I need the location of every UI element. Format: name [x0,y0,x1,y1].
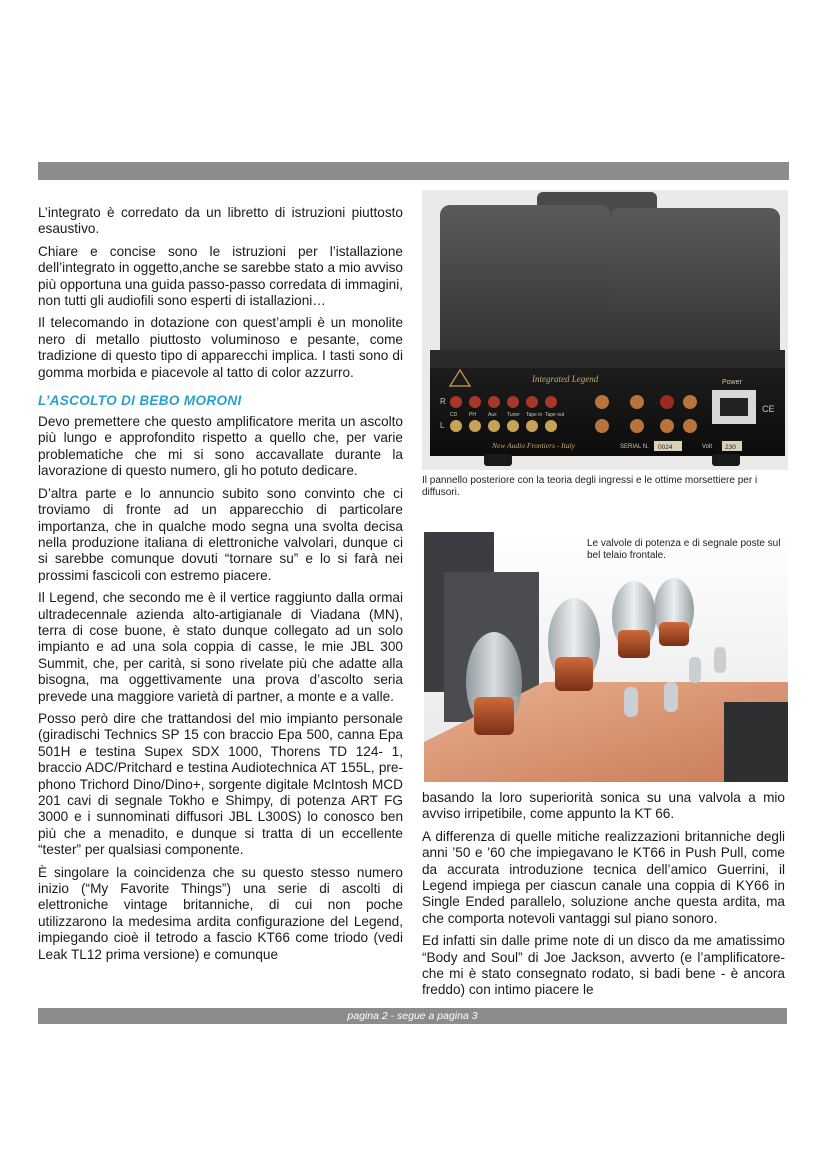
tubes-caption: Le valvole di potenza e di segnale poste sul bel telaio frontale. [587,538,781,561]
left-column [38,205,403,969]
svg-text:SERIAL N.: SERIAL N. [620,444,649,450]
top-header-bar [38,162,789,180]
section-heading: L’ASCOLTO DI BEBO MORONI [38,393,242,409]
power-label: Power [722,379,742,386]
paragraph: Chiare e concise sono le istruzioni per l’istallazione dell’integrato in oggetto,anche se sarebbe stato a mio avviso più opportuna una guida passo-passo corredata di immagini, non tutti gli audiofili sono esperti di istallazioni… [38,243,403,309]
rca-jack [450,396,462,408]
paragraph: D’altra parte e lo annuncio subito sono convinto che ci troviamo di fronte ad un apparecchio di particolare importanza, che in qualche modo segna una svolta decisa nella produzione italiana di elettroniche valvolari, dunque ci si sarebbe comunque dovuti “tornare su” e lo si farà nei prossimi fascicoli con estremo piacere. [38,485,403,583]
right-column [422,790,785,1005]
rca-jack [545,396,557,408]
rear-panel-caption: Il pannello posteriore con la teoria degli ingressi e le ottime morsettiere per i diffusori. [422,475,758,498]
rca-jack [526,420,538,432]
paragraph: Posso però dire che trattandosi del mio impianto personale (giradischi Technics SP 15 con braccio Epa 500, canna Epa 501H e testina Supex SDX 1000, Thorens TD 124- 1, braccio ADC/Pritchard e testina Audiotechnica AT 155L, pre-phono Trichord Dino/Dino+, sorgente digitale McIntosh MCD 201 cavi di segnale Tokho e Shimpy, di potenza ART FG 3000 e i sunnominati diffusori JBL L300S) lo conosco ben più che a menadito, e dunque si tratta di un eccellente “tester” per qualsiasi componente. [38,710,403,858]
input-label: Tuner [507,412,520,418]
paragraph: Ed infatti sin dalle prime note di un disco da me amatissimo “Body and Soul” di Joe Jackson, avverto (e l’amplificatore- che mi è stato consegnato rodato, si badi bene - è ancora freddo) con intimo piacere le [422,933,785,998]
input-label: Aux [488,412,497,418]
rca-jack [469,396,481,408]
ce-mark: CE [762,404,775,414]
rca-jack [507,420,519,432]
input-label: CD [450,412,458,418]
rear-panel-photo [422,190,788,470]
rca-jack [450,420,462,432]
paragraph: A differenza di quelle mitiche realizzazioni britanniche degli anni ’50 e ’60 che impiegavano le KT66 in Push Pull, come da accurata introduzione tecnica dell’amico Guerrini, il Legend impiega per ciascun canale una coppia di KY66 in Single Ended parallelo, soluzione anche questa ardita, ma che comporta notevoli vantaggi sul piano sonoro. [422,828,785,926]
footer-bar [38,1008,787,1024]
panel-brand-text: Integrated Legend [532,374,599,384]
tubes-photo [424,532,788,782]
rca-jack [545,420,557,432]
panel-maker-text: New Audio Frontiers - Italy [492,441,575,450]
paragraph: Devo premettere che questo amplificatore merita un ascolto più lungo e approfondito rispetto a quello che, per varie problematiche che mi si sono accavallate durante la lavorazione di questo numero, gli ho potuto dedicare. [38,414,403,479]
rca-jack [488,420,500,432]
page-indicator: pagina 2 - segue a pagina 3 [347,1010,478,1022]
svg-text:230: 230 [725,444,736,451]
rca-jack [488,396,500,408]
svg-text:0024: 0024 [658,444,673,451]
input-label: Tape out [545,412,565,418]
input-label: PH [469,412,476,418]
rca-jack [469,420,481,432]
paragraph: Il telecomando in dotazione con quest’ampli è un monolite nero di metallo piuttosto voluminoso e pesante, come tradizione di questo tipo di apparecchi implica. I tasti sono di gomma morbida e piacevole al tatto di color azzurro. [38,315,403,380]
paragraph: È singolare la coincidenza che su questo stesso numero inizio (“My Favorite Things”) una serie di ascolti di elettroniche vintage britanniche, di cui non poche utilizzarono la medesima ardita configurazione del Legend, impiegando cioè il tetrodo a fascio KT66 come triodo (vedi Leak TL12 prima versione) e comunque [38,864,403,962]
rca-jack [507,396,519,408]
input-label: Tape in [526,412,543,418]
svg-text:Volt: Volt [702,444,713,450]
paragraph: basando la loro superiorità sonica su una valvola a mio avviso irripetibile, come appunto la KT 66. [422,790,785,822]
svg-text:L: L [440,421,445,430]
svg-text:R: R [440,397,446,406]
paragraph: L’integrato è corredato da un libretto di istruzioni piuttosto esaustivo. [38,205,403,237]
paragraph: Il Legend, che secondo me è il vertice raggiunto dalla ormai ultradecennale azienda alto-artigianale di Viadana (MN), terra di cose buone, è stato dunque collegato ad un solo impianto e ad una sola coppia di casse, le mie JBL 300 Summit, che, per carità, si sono rivelate più che adatte alla bisogna, ma oggettivamente una prova d’ascolto seria prevede una maggiore varietà di partner, a monte e a valle. [38,590,403,704]
rca-jack [526,396,538,408]
